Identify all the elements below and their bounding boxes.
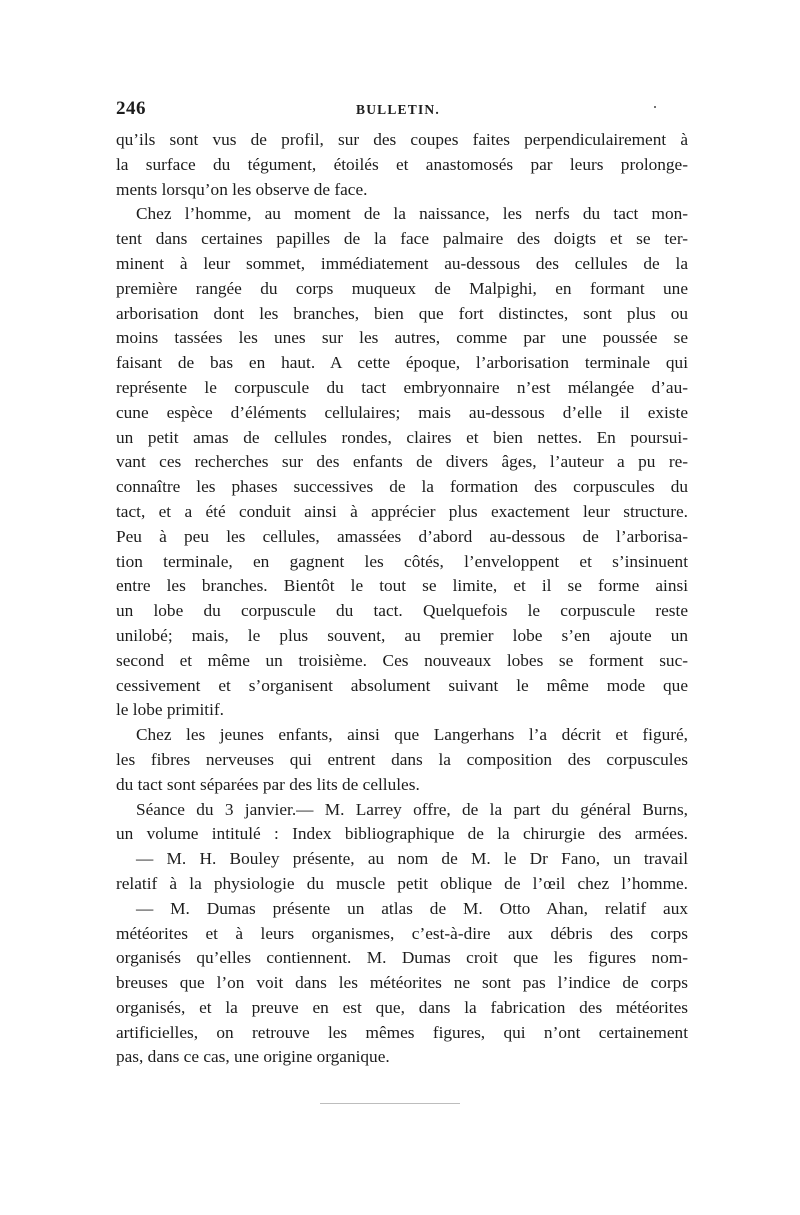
text-line: Chez l’homme, au moment de la naissance, les nerfs du tact mon- [136,204,688,224]
show-through-rule [320,1103,460,1104]
text-line: Séance du 3 janvier.— M. Larrey offre, de la part du général Burns, [136,799,688,819]
text-line: breuses que l’on voit dans les météorites ne sont pas l’indice de corps [116,973,688,993]
text-line: la surface du tégument, étoilés et anastomosés par leurs prolonge- [116,154,688,174]
text-line: unilobé; mais, le plus souvent, au premier lobe s’en ajoute un [116,625,688,645]
text-line: relatif à la physiologie du muscle petit oblique de l’œil chez l’homme. [116,873,688,893]
text-line: les fibres nerveuses qui entrent dans la composition des corpuscules [116,749,688,769]
text-line: organisés, et la preuve en est que, dans la fabrication des météorites [116,997,688,1017]
text-line: première rangée du corps muqueux de Malpighi, en formant une [116,278,688,298]
text-line: météorites et à leurs organismes, c’est-à-dire aux débris des corps [116,923,688,943]
header-dot-mark [654,106,656,108]
text-line: second et même un troisième. Ces nouveaux lobes se forment suc- [116,650,688,670]
text-line: entre les branches. Bientôt le tout se limite, et il se forme ainsi [116,576,688,596]
text-line: le lobe primitif. [116,700,224,720]
body-text [116,128,688,1070]
text-line: — M. Dumas présente un atlas de M. Otto Ahan, relatif aux [136,898,688,918]
text-line: artificielles, on retrouve les mêmes figures, qui n’ont certainement [116,1022,688,1042]
text-line: pas, dans ce cas, une origine organique. [116,1047,390,1067]
text-line: représente le corpuscule du tact embryonnaire n’est mélangée d’au- [116,377,688,397]
text-line: tact, et a été conduit ainsi à apprécier plus exactement leur structure. [116,501,688,521]
text-line: Peu à peu les cellules, amassées d’abord au-dessous de l’arborisa- [116,526,688,546]
text-line: arborisation dont les branches, bien que fort distinctes, sont plus ou [116,303,688,323]
text-line: un petit amas de cellules rondes, claires et bien nettes. En poursui- [116,427,688,447]
running-head: BULLETIN. [356,102,440,117]
page-header [116,98,686,124]
text-line: faisant de bas en haut. A cette époque, l’arborisation terminale qui [116,353,688,373]
text-line: vant ces recherches sur des enfants de divers âges, l’auteur a pu re- [116,452,688,472]
text-line: moins tassées les unes sur les autres, comme par une poussée se [116,328,688,348]
page-number: 246 [116,98,146,119]
text-line: cessivement et s’organisent absolument suivant le même mode que [116,675,688,695]
text-line: tion terminale, en gagnent les côtés, l’enveloppent et s’insinuent [116,551,688,571]
text-line: ments lorsqu’on les observe de face. [116,179,368,199]
text-line: connaître les phases successives de la formation des corpuscules du [116,477,688,497]
text-line: organisés qu’elles contiennent. M. Dumas croit que les figures nom- [116,948,688,968]
text-line: Chez les jeunes enfants, ainsi que Langerhans l’a décrit et figuré, [136,725,688,745]
text-line: cune espèce d’éléments cellulaires; mais au-dessous d’elle il existe [116,402,688,422]
text-line: qu’ils sont vus de profil, sur des coupes faites perpendiculairement à [116,130,688,149]
text-line: un lobe du corpuscule du tact. Quelquefois le corpuscule reste [116,601,688,621]
text-line: tent dans certaines papilles de la face palmaire des doigts et se ter- [116,229,688,249]
text-line: — M. H. Bouley présente, au nom de M. le Dr Fano, un travail [136,849,688,869]
text-line: du tact sont séparées par des lits de cellules. [116,774,420,794]
text-line: minent à leur sommet, immédiatement au-dessous des cellules de la [116,253,688,273]
text-line: un volume intitulé : Index bibliographique de la chirurgie des armées. [116,824,688,844]
